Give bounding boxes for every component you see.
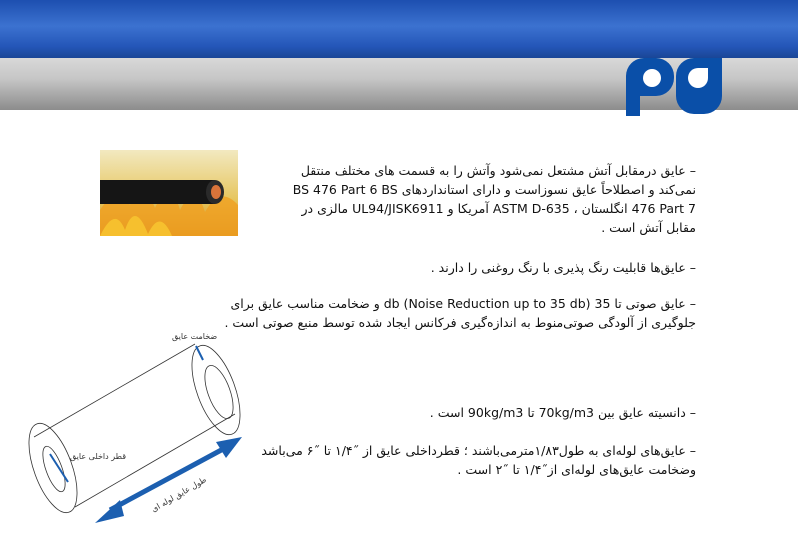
- length-label: طول عایق لوله ای: [149, 475, 208, 514]
- dimensions-paragraph: – عایق‌های لوله‌ای به طول۱/۸۳مترمی‌باشند ؛ قطرداخلی عایق از ˝۱/۴ تا ˝۶ می‌باشد وضخامت عایق‌های لوله‌ای از˝۱/۴ تا ˝۲ است .: [261, 443, 696, 477]
- acoustic-paragraph: – عایق صوتی تا 35 db (Noise Reduction up to 35 db) و ضخامت مناسب عایق برای جلوگیری از آلودگی صوتی‌منوط به اندازه‌گیری فرکانس ایجاد شده توسط منبع صوتی است .: [224, 296, 696, 330]
- header-blue-band: [0, 0, 798, 58]
- pipe-insulation-diagram: [20, 330, 260, 530]
- thickness-label: ضخامت عایق: [172, 332, 218, 341]
- inner-diameter-label: قطر داخلی عایق: [70, 452, 127, 461]
- paintability-paragraph: – عایق‌ها قابلیت رنگ پذیری با رنگ روغنی را دارند .: [430, 260, 696, 275]
- fire-resistance-paragraph: – عایق درمقابل آتش مشتعل نمی‌شود وآتش را به قسمت های مختلف منتقل نمی‌کند و اصطلاحاً عایق نسوزاست و دارای استانداردهای BS 476 Part 6 BS 476 Part 7 انگلستان ، ASTM D-635 آمریکا و UL94/JISK6911 مالزی در مقابل آتش است .: [292, 163, 696, 235]
- fire-pipe-photo: [100, 150, 238, 236]
- density-paragraph: – دانسیته عایق بین 70kg/m3 تا 90kg/m3 است .: [429, 405, 696, 420]
- pd-logo: [624, 54, 724, 116]
